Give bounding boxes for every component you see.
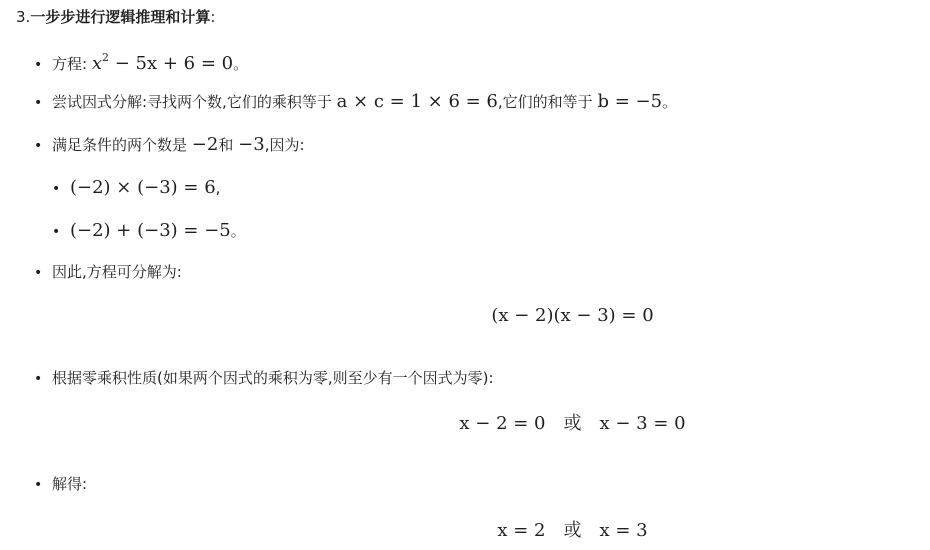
two-numbers-mid: 和 [218,136,234,154]
solve-label: 解得: [52,475,88,493]
step-number: 3. [16,8,31,26]
bullet-dot: • [34,371,43,387]
try-factor-math-product: a × c = 1 × 6 = 6 [336,91,498,112]
sub-sum-suffix: 。 [230,222,246,240]
step-title: 一步步进行逻辑推理和计算 [30,8,211,26]
bullet-try-factor [34,90,677,115]
two-numbers-math1: −2 [191,134,219,155]
step-heading [16,5,215,29]
zero-product-label: 根据零乘积性质(如果两个因式的乘积为零,则至少有一个因式为零): [52,369,494,387]
sub-bullet-sum [52,219,246,244]
two-numbers-label: 满足条件的两个数是 [52,136,188,154]
sub-product-math: (−2) × (−3) = 6 [70,177,216,198]
bullet-therefore [34,260,182,285]
zero-eq-left: x − 2 = 0 [459,413,546,434]
bullet-equation [34,46,248,77]
solution-left: x = 2 [497,520,546,541]
solution-right: x = 3 [599,520,648,541]
therefore-label: 因此,方程可分解为: [52,263,182,281]
equation-suffix: 。 [233,55,249,73]
step-colon: : [210,8,216,26]
bullet-two-numbers [34,133,305,158]
bullet-dot: • [34,57,43,73]
bullet-zero-product [34,366,494,391]
solution-or: 或 [563,520,582,541]
equation-label: 方程: [52,55,88,73]
zero-eq-right: x − 3 = 0 [599,413,686,434]
zero-eq-or: 或 [563,413,582,434]
sub-sum-math: (−2) + (−3) = −5 [70,220,231,241]
bullet-dot: • [52,181,61,197]
sub-bullet-product [52,176,220,201]
bullet-dot: • [52,224,61,240]
try-factor-suffix: 。 [662,93,678,111]
zero-product-equations [0,409,930,435]
try-factor-mid: ,它们的和等于 [497,93,593,111]
bullet-dot: • [34,138,43,154]
equation-math: $x^2 - 5x + 6 = 0$ [91,51,234,74]
solution-equations [0,516,930,542]
try-factor-label: 尝试因式分解:寻找两个数,它们的乘积等于 [52,93,332,111]
bullet-dot: • [34,477,43,493]
bullet-solve [34,472,87,497]
bullet-dot: • [34,95,43,111]
two-numbers-suffix: ,因为: [264,136,305,154]
bullet-dot: • [34,265,43,281]
factored-equation: (x − 2)(x − 3) = 0 [491,305,654,326]
two-numbers-math2: −3 [238,134,265,155]
sub-product-suffix: , [215,179,221,197]
try-factor-math-sum: b = −5 [597,91,663,112]
